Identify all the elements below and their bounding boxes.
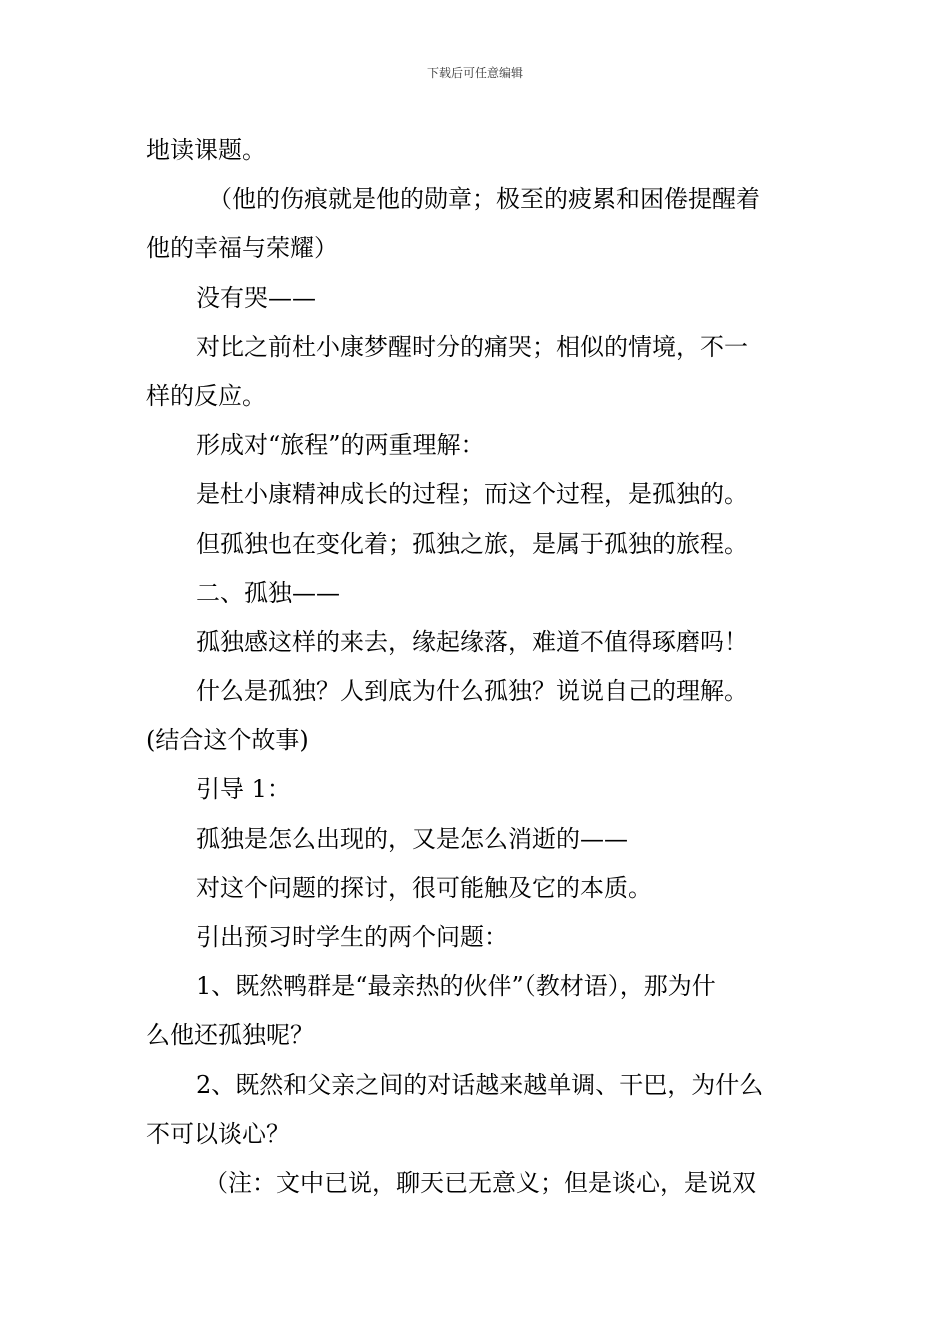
text-line: 么他还孤独呢？ xyxy=(146,1021,314,1050)
text-line: 对这个问题的探讨，很可能触及它的本质。 xyxy=(196,873,652,902)
text-line: 样的反应。 xyxy=(146,381,266,410)
text-line: 孤独感这样的来去，缘起缘落，难道不值得琢磨吗！ xyxy=(196,627,748,656)
text-line: 不可以谈心？ xyxy=(146,1119,290,1148)
text-line: 对比之前杜小康梦醒时分的痛哭；相似的情境，不一 xyxy=(196,332,748,361)
text-line: 引出预习时学生的两个问题： xyxy=(196,923,508,951)
list-item: 1、既然鸭群是“最亲热的伙伴”（教材语），那为什 xyxy=(196,972,716,1001)
text-line: 什么是孤独？人到底为什么孤独？说说自己的理解。 xyxy=(196,677,748,706)
text-line: 是杜小康精神成长的过程；而这个过程，是孤独的。 xyxy=(196,480,748,509)
text-line: 地读课题。 xyxy=(146,136,266,164)
text-line: 他的幸福与荣耀） xyxy=(146,234,338,263)
section-heading: 二、孤独—— xyxy=(196,578,340,607)
text-line: 引导 1： xyxy=(196,775,291,804)
text-line: （注：文中已说，聊天已无意义；但是谈心，是说双 xyxy=(204,1168,756,1197)
text-line: 没有哭—— xyxy=(196,283,316,312)
text-line: 孤独是怎么出现的，又是怎么消逝的—— xyxy=(196,824,628,853)
document-body xyxy=(146,126,816,1208)
list-item: 2、既然和父亲之间的对话越来越单调、干巴，为什么 xyxy=(196,1070,764,1099)
text-line: （他的伤痕就是他的勋章；极至的疲累和困倦提醒着 xyxy=(208,185,760,214)
text-line: 但孤独也在变化着；孤独之旅，是属于孤独的旅程。 xyxy=(196,529,748,558)
text-line: 形成对“旅程”的两重理解： xyxy=(196,431,485,460)
page-header: 下载后可任意编辑 xyxy=(426,66,523,80)
text-line: (结合这个故事) xyxy=(146,726,309,755)
